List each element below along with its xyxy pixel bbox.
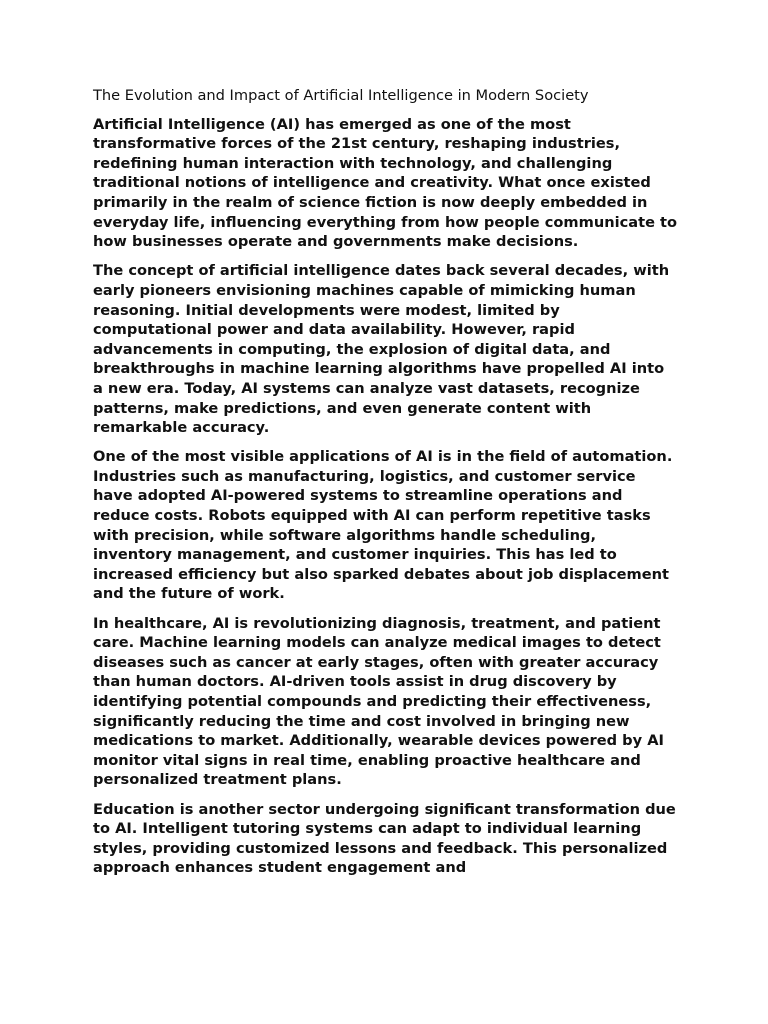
paragraph-automation: One of the most visible applications of AI is in the field of automation. Industries such as manufacturing, logistics, and customer service have adopted AI-powered systems to streamline operations and reduce costs. Robots equipped with AI can perform repetitive tasks with precision, while software algorithms handle scheduling, inventory management, and customer inquiries. This has led to increased efficiency but also sparked debates about job displacement and the future of work.	[93, 448, 673, 603]
paragraph-healthcare: In healthcare, AI is revolutionizing diagnosis, treatment, and patient care. Machine learning models can analyze medical images to detect diseases such as cancer at early stages, often with greater accuracy than human doctors. AI-driven tools assist in drug discovery by identifying potential compounds and predicting their effectiveness, significantly reducing the time and cost involved in bringing new medications to market. Additionally, wearable devices powered by AI monitor vital signs in real time, enabling proactive healthcare and personalized treatment plans.	[93, 614, 664, 789]
paragraph-history: The concept of artificial intelligence dates back several decades, with early pioneers envisioning machines capable of mimicking human reasoning. Initial developments were modest, limited by computational power and data availability. However, rapid advancements in computing, the explosion of digital data, and breakthroughs in machine learning algorithms have propelled AI into a new era. Today, AI systems can analyze vast datasets, recognize patterns, make predictions, and even generate content with remarkable accuracy.	[93, 262, 670, 437]
document-page	[93, 86, 679, 888]
paragraph-education: Education is another sector undergoing significant transformation due to AI. Intelligent tutoring systems can adapt to individual learning styles, providing customized lessons and feedback. This personalized approach enhances student engagement and	[93, 800, 676, 877]
paragraph-intro: Artificial Intelligence (AI) has emerged as one of the most transformative forces of the 21st century, reshaping industries, redefining human interaction with technology, and challenging traditional notions of intelligence and creativity. What once existed primarily in the realm of science fiction is now deeply embedded in everyday life, influencing everything from how people communicate to how businesses operate and governments make decisions.	[93, 115, 678, 251]
document-title: The Evolution and Impact of Artificial Intelligence in Modern Society	[93, 87, 589, 104]
